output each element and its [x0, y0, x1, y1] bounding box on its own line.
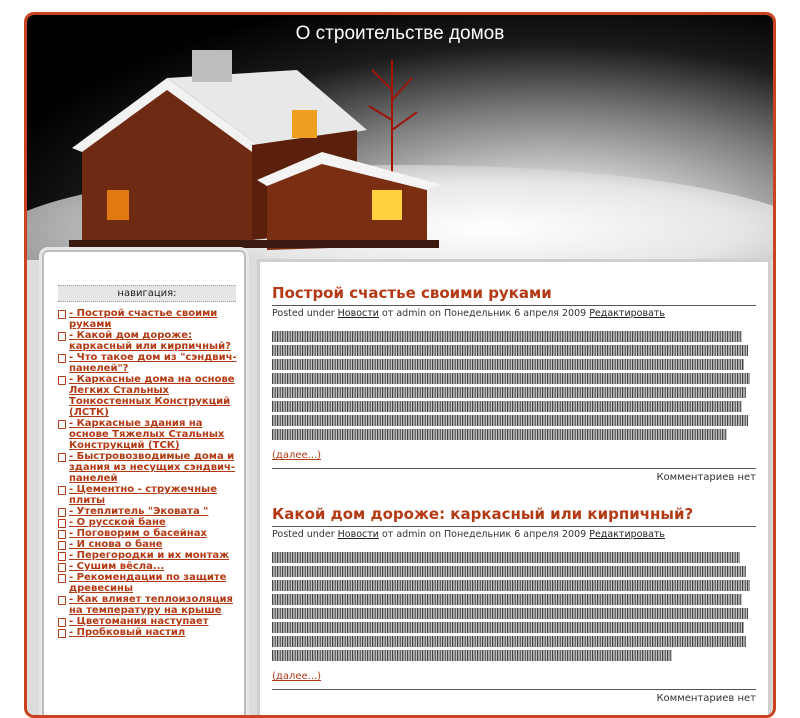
category-link[interactable]: Новости: [337, 529, 379, 540]
post: [260, 483, 768, 704]
navigation-heading: навигация:: [58, 285, 236, 302]
nav-link[interactable]: - Какой дом дороже: каркасный или кирпичный?: [69, 330, 231, 352]
nav-link[interactable]: - Поговорим о басейнах: [69, 528, 207, 539]
obscured-line: [272, 373, 750, 384]
category-link[interactable]: Новости: [337, 308, 379, 319]
nav-item: [58, 539, 238, 550]
nav-link[interactable]: - Цветомания наступает: [69, 616, 209, 627]
obscured-line: [272, 622, 744, 633]
sidebar: [42, 250, 246, 718]
nav-link[interactable]: - О русской бане: [69, 517, 166, 528]
meta-author-date: от admin on Понедельник 6 апреля 2009: [381, 308, 587, 319]
post-meta: [272, 529, 756, 540]
obscured-line: [272, 594, 742, 605]
nav-item: [58, 330, 238, 352]
obscured-line: [272, 650, 672, 661]
bullet-icon: [58, 596, 66, 605]
meta-prefix: Posted under: [272, 308, 335, 319]
read-more-link[interactable]: (далее...): [272, 450, 322, 461]
main-content: [257, 259, 771, 718]
nav-item: [58, 594, 238, 616]
post-title-link[interactable]: Какой дом дороже: каркасный или кирпичный?: [272, 505, 694, 523]
post-excerpt-obscured: [272, 325, 756, 443]
nav-link[interactable]: - Каркасные здания на основе Тяжелых Стальных Конструкций (ТСК): [69, 418, 225, 451]
bullet-icon: [58, 354, 66, 363]
nav-link[interactable]: - Сушим вёсла...: [69, 561, 165, 572]
bullet-icon: [58, 629, 66, 638]
nav-item: [58, 572, 238, 594]
nav-link[interactable]: - Быстровозводимые дома и здания из несущих сэндвич-панелей: [69, 451, 236, 484]
nav-item: [58, 418, 238, 451]
bullet-icon: [58, 420, 66, 429]
obscured-line: [272, 359, 744, 370]
meta-author-date: от admin on Понедельник 6 апреля 2009: [381, 529, 587, 540]
bullet-icon: [58, 310, 66, 319]
obscured-line: [272, 608, 748, 619]
edit-link[interactable]: Редактировать: [589, 529, 666, 540]
bullet-icon: [58, 376, 66, 385]
nav-item: [58, 517, 238, 528]
post-title-link[interactable]: Построй счастье своими руками: [272, 284, 552, 302]
post-meta: [272, 308, 756, 319]
nav-item: [58, 352, 238, 374]
nav-link[interactable]: - Перегородки и их монтаж: [69, 550, 230, 561]
obscured-line: [272, 429, 727, 440]
bullet-icon: [58, 563, 66, 572]
bullet-icon: [58, 453, 66, 462]
obscured-line: [272, 580, 750, 591]
bullet-icon: [58, 552, 66, 561]
nav-item: [58, 528, 238, 539]
nav-item: [58, 506, 238, 517]
edit-link[interactable]: Редактировать: [589, 308, 666, 319]
comments-count: Комментариев нет: [272, 689, 756, 704]
bullet-icon: [58, 486, 66, 495]
nav-link[interactable]: - И снова о бане: [69, 539, 163, 550]
meta-prefix: Posted under: [272, 529, 335, 540]
site-title: О строительстве домов: [295, 23, 505, 44]
nav-item: [58, 374, 238, 418]
nav-item: [58, 308, 238, 330]
bullet-icon: [58, 618, 66, 627]
obscured-line: [272, 401, 742, 412]
nav-item: [58, 616, 238, 627]
bullet-icon: [58, 530, 66, 539]
nav-link[interactable]: - Как влияет теплоизоляция на температуру на крыше: [69, 594, 233, 616]
navigation-list: [44, 308, 244, 638]
bullet-icon: [58, 541, 66, 550]
obscured-line: [272, 331, 742, 342]
obscured-line: [272, 415, 748, 426]
bullet-icon: [58, 574, 66, 583]
post-title: [272, 262, 756, 306]
post: [260, 262, 768, 483]
nav-link[interactable]: - Пробковый настил: [69, 627, 186, 638]
obscured-line: [272, 345, 748, 356]
nav-link[interactable]: - Рекомендации по защите древесины: [69, 572, 227, 594]
nav-link[interactable]: - Цементно - стружечные плиты: [69, 484, 217, 506]
bullet-icon: [58, 332, 66, 341]
post-excerpt-obscured: [272, 546, 756, 664]
nav-link[interactable]: - Что такое дом из "сэндвич-панелей"?: [69, 352, 237, 374]
obscured-line: [272, 387, 746, 398]
bullet-icon: [58, 519, 66, 528]
page-frame: [24, 12, 776, 718]
comments-count: Комментариев нет: [272, 468, 756, 483]
obscured-line: [272, 566, 746, 577]
nav-item: [58, 627, 238, 638]
nav-item: [58, 451, 238, 484]
header-banner: [27, 15, 773, 260]
nav-item: [58, 484, 238, 506]
obscured-line: [272, 552, 740, 563]
nav-link[interactable]: - Утеплитель "Эковата ": [69, 506, 209, 517]
nav-link[interactable]: - Построй счастье своими руками: [69, 308, 218, 330]
nav-link[interactable]: - Каркасные дома на основе Легких Стальных Тонкостенных Конструкций (ЛСТК): [69, 374, 235, 418]
nav-item: [58, 550, 238, 561]
post-title: [272, 483, 756, 527]
nav-item: [58, 561, 238, 572]
obscured-line: [272, 636, 746, 647]
read-more-link[interactable]: (далее...): [272, 671, 322, 682]
house-illustration: [47, 40, 467, 260]
bullet-icon: [58, 508, 66, 517]
